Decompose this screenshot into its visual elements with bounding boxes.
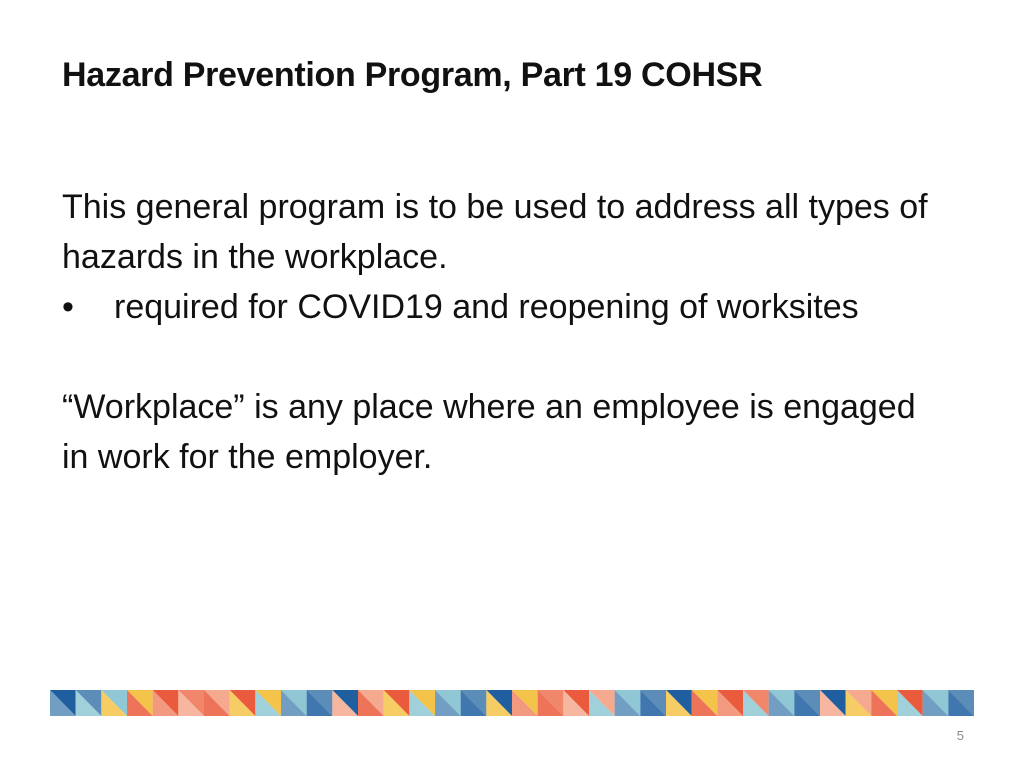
paragraph-workplace-definition: “Workplace” is any place where an employee is engaged in work for the employer. [62, 388, 916, 476]
bullet-text: required for COVID19 and reopening of worksites [114, 288, 859, 326]
bullet-list [62, 282, 942, 332]
bullet-item-covid [62, 282, 942, 332]
paragraph-general-program: This general program is to be used to address all types of hazards in the workplace. [62, 188, 928, 276]
page-number: 5 [956, 728, 964, 743]
slide-body [62, 182, 942, 482]
bullet-marker: • [62, 288, 74, 326]
slide-title: Hazard Prevention Program, Part 19 COHSR [62, 56, 763, 94]
decorative-triangle-banner [50, 690, 974, 716]
spacer [62, 332, 942, 382]
